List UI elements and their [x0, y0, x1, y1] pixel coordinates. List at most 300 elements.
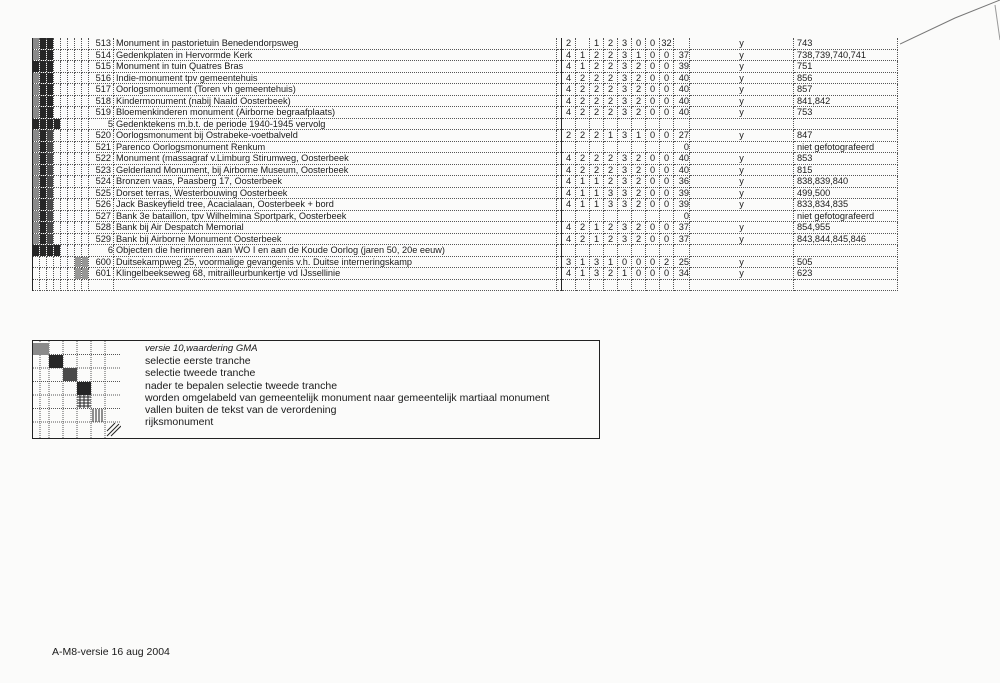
grade-cell	[47, 245, 54, 257]
monument-table	[32, 38, 898, 291]
empty-cell	[660, 245, 674, 257]
empty-cell	[562, 279, 576, 291]
grade-cell	[40, 245, 47, 257]
photo-flag: y	[690, 107, 794, 119]
score-sum	[674, 38, 690, 49]
score-cell: 2	[590, 153, 604, 165]
score-cell: 2	[576, 72, 590, 84]
score-cell: 2	[632, 164, 646, 176]
grade-cell	[40, 187, 47, 199]
grade-cell	[40, 38, 47, 49]
score-cell: 0	[646, 84, 660, 96]
grade-cell	[33, 222, 40, 234]
score-cell: 1	[576, 176, 590, 188]
grade-cell	[61, 187, 68, 199]
score-cell: 2	[590, 49, 604, 61]
score-cell: 1	[576, 256, 590, 268]
photo-flag: y	[690, 72, 794, 84]
score-cell: 4	[562, 49, 576, 61]
score-sum: 39	[674, 187, 690, 199]
grade-cell	[54, 84, 61, 96]
photo-flag: y	[690, 187, 794, 199]
score-total: 0	[660, 222, 674, 234]
grade-cell	[54, 222, 61, 234]
photo-reference: 853	[794, 153, 898, 165]
score-cell: 2	[590, 130, 604, 142]
photo-flag: y	[690, 130, 794, 142]
grade-cell	[68, 187, 75, 199]
monument-number: 601	[89, 268, 114, 280]
grade-cell	[82, 95, 89, 107]
score-cell: 0	[646, 199, 660, 211]
photo-reference: 751	[794, 61, 898, 73]
grade-cell	[68, 141, 75, 153]
grade-cell	[47, 210, 54, 222]
score-cell: 1	[576, 49, 590, 61]
score-cell: 0	[646, 268, 660, 280]
section-number: 5	[89, 118, 114, 130]
score-cell: 2	[632, 176, 646, 188]
empty-cell	[690, 118, 794, 130]
photo-flag	[690, 210, 794, 222]
score-cell: 0	[646, 256, 660, 268]
score-cell: 3	[604, 187, 618, 199]
grade-cell	[75, 233, 82, 245]
grade-cell	[61, 233, 68, 245]
score-cell: 3	[618, 164, 632, 176]
grade-cell	[33, 210, 40, 222]
score-total: 0	[660, 130, 674, 142]
grade-cell	[82, 118, 89, 130]
empty-cell	[114, 279, 557, 291]
grade-cell	[54, 95, 61, 107]
table-row	[33, 233, 898, 245]
score-cell: 2	[590, 107, 604, 119]
grade-cell	[40, 49, 47, 61]
table-row	[33, 256, 898, 268]
score-cell: 4	[562, 187, 576, 199]
empty-cell	[660, 279, 674, 291]
photo-reference: 856	[794, 72, 898, 84]
photo-flag: y	[690, 84, 794, 96]
grade-cell	[54, 61, 61, 73]
legend-item-6: rijksmonument	[145, 416, 214, 429]
score-cell: 2	[632, 95, 646, 107]
empty-cell	[590, 118, 604, 130]
empty-cell	[632, 118, 646, 130]
score-total: 32	[661, 38, 672, 49]
empty-cell	[562, 118, 576, 130]
grade-cell	[82, 153, 89, 165]
grade-cell	[40, 256, 47, 268]
grade-cell	[61, 153, 68, 165]
grade-cell	[82, 268, 89, 280]
photo-reference: 505	[794, 256, 898, 268]
grade-cell	[68, 118, 75, 130]
score-cell: 3	[618, 49, 632, 61]
grade-cell	[75, 130, 82, 142]
grade-cell	[33, 72, 40, 84]
score-cell	[604, 210, 618, 222]
grade-cell	[68, 107, 75, 119]
table-row	[33, 210, 898, 222]
monument-number: 522	[89, 153, 114, 165]
grade-cell	[61, 84, 68, 96]
grade-cell	[68, 130, 75, 142]
grade-cell	[75, 118, 82, 130]
grade-cell	[40, 233, 47, 245]
score-cell: 4	[562, 268, 576, 280]
grade-cell	[68, 49, 75, 61]
score-cell: 2	[632, 199, 646, 211]
score-total	[660, 141, 674, 153]
score-total: 0	[660, 107, 674, 119]
score-sum: 34	[674, 268, 690, 280]
score-cell: 1	[632, 49, 646, 61]
monument-number: 517	[89, 84, 114, 96]
table-row	[33, 61, 898, 73]
score-cell: 3	[618, 84, 632, 96]
grade-cell	[82, 222, 89, 234]
score-cell: 2	[604, 153, 618, 165]
grade-cell	[82, 245, 89, 257]
empty-cell	[576, 118, 590, 130]
score-cell: 3	[590, 268, 604, 280]
table-row	[33, 176, 898, 188]
grade-cell	[47, 164, 54, 176]
monument-name: Parenco Oorlogsmonument Renkum	[114, 141, 557, 153]
grade-cell	[40, 118, 47, 130]
table-row	[33, 72, 898, 84]
score-cell	[646, 141, 660, 153]
grade-cell	[75, 61, 82, 73]
table-row	[33, 95, 898, 107]
empty-cell	[89, 279, 114, 291]
grade-cell	[68, 233, 75, 245]
grade-cell	[33, 130, 40, 142]
grade-cell	[75, 268, 82, 280]
table-row	[33, 49, 898, 61]
grade-cell	[61, 245, 68, 257]
grade-cell	[82, 84, 89, 96]
score-cell	[646, 210, 660, 222]
score-cell: 2	[604, 95, 618, 107]
grade-cell	[40, 199, 47, 211]
score-cell: 3	[618, 233, 632, 245]
grade-cell	[33, 61, 40, 73]
grade-cell	[75, 256, 82, 268]
table-row	[33, 38, 898, 49]
empty-cell	[576, 279, 590, 291]
grade-cell	[33, 199, 40, 211]
monument-name: Gelderland Monument, bij Airborne Museum, Oosterbeek	[114, 164, 557, 176]
monument-name: Gedenkplaten in Hervormde Kerk	[114, 49, 557, 61]
score-cell: 1	[618, 268, 632, 280]
monument-number: 523	[89, 164, 114, 176]
monument-name: Monument in tuin Quatres Bras	[114, 61, 557, 73]
grade-cell	[33, 245, 40, 257]
grade-cell	[40, 210, 47, 222]
grade-cell	[47, 268, 54, 280]
grade-cell	[33, 176, 40, 188]
score-total: 2	[660, 256, 674, 268]
table-row	[33, 107, 898, 119]
empty-cell	[794, 118, 898, 130]
grade-cell	[61, 268, 68, 280]
score-cell: 2	[576, 130, 590, 142]
score-total: 0	[660, 268, 674, 280]
grade-cell	[47, 176, 54, 188]
grade-cell	[40, 130, 47, 142]
grade-cell	[40, 268, 47, 280]
grade-cell	[82, 107, 89, 119]
empty-cell	[646, 245, 660, 257]
grade-cell	[47, 256, 54, 268]
photo-reference: 841,842	[794, 95, 898, 107]
score-cell: 2	[632, 187, 646, 199]
score-cell: 2	[590, 164, 604, 176]
monument-number: 524	[89, 176, 114, 188]
monument-name: Dorset terras, Westerbouwing Oosterbeek	[114, 187, 557, 199]
blank-row	[33, 279, 898, 291]
score-cell	[604, 141, 618, 153]
grade-cell	[68, 245, 75, 257]
empty-cell	[618, 245, 632, 257]
legend-title: versie 10,waardering GMA	[145, 343, 258, 354]
grade-cell	[68, 164, 75, 176]
score-cell: 2	[576, 164, 590, 176]
score-cell: 0	[646, 176, 660, 188]
score-cell: 1	[604, 256, 618, 268]
score-cell: 2	[604, 176, 618, 188]
legend-swatch-grid	[33, 341, 121, 438]
empty-cell	[604, 245, 618, 257]
empty-cell	[576, 245, 590, 257]
section-number: 6	[89, 245, 114, 257]
grade-cell	[47, 279, 54, 291]
monument-name: Bank 3e bataillon, tpv Wilhelmina Sportpark, Oosterbeek	[114, 210, 557, 222]
empty-cell	[674, 279, 690, 291]
table-row	[33, 130, 898, 142]
score-cell	[590, 210, 604, 222]
score-total: 0	[660, 49, 674, 61]
empty-cell	[674, 118, 690, 130]
score-cell: 3	[618, 61, 632, 73]
grade-cell	[61, 176, 68, 188]
score-cell	[562, 141, 576, 153]
grade-cell	[40, 72, 47, 84]
grade-cell	[54, 107, 61, 119]
score-cell: 2	[562, 38, 576, 49]
score-cell: 0	[646, 233, 660, 245]
score-cell: 3	[618, 38, 632, 49]
grade-cell	[47, 84, 54, 96]
score-cell: 1	[576, 199, 590, 211]
grade-cell	[40, 222, 47, 234]
score-cell: 3	[618, 153, 632, 165]
monument-name: Oorlogsmonument bij Ostrabeke-voetbalveld	[114, 130, 557, 142]
grade-cell	[54, 164, 61, 176]
empty-cell	[604, 279, 618, 291]
photo-reference: 738,739,740,741	[794, 49, 898, 61]
legend-item-5: vallen buiten de tekst van de verordening	[145, 404, 337, 417]
score-cell: 3	[618, 107, 632, 119]
score-cell: 4	[562, 84, 576, 96]
monument-name: Bank bij Airborne Monument Oosterbeek	[114, 233, 557, 245]
score-cell: 0	[632, 38, 646, 49]
grade-cell	[54, 153, 61, 165]
photo-flag: y	[690, 164, 794, 176]
legend-item-4: worden omgelabeld van gemeentelijk monument naar gemeentelijk martiaal monument	[145, 391, 550, 404]
score-cell: 4	[562, 107, 576, 119]
grade-cell	[54, 38, 61, 49]
score-cell: 2	[576, 222, 590, 234]
photo-reference: 623	[794, 268, 898, 280]
grade-cell	[54, 256, 61, 268]
score-cell: 4	[562, 95, 576, 107]
empty-cell	[632, 279, 646, 291]
score-cell: 2	[604, 84, 618, 96]
score-sum: 40	[674, 153, 690, 165]
grade-cell	[82, 199, 89, 211]
photo-reference: niet gefotografeerd	[794, 141, 898, 153]
score-sum: 37	[674, 222, 690, 234]
monument-name: Klingelbeekseweg 68, mitrailleurbunkertje vd IJssellinie	[114, 268, 557, 280]
table-row	[33, 268, 898, 280]
grade-cell	[54, 141, 61, 153]
score-cell: 2	[632, 153, 646, 165]
photo-flag: y	[690, 38, 794, 49]
score-sum: 40	[674, 107, 690, 119]
score-cell: 3	[618, 72, 632, 84]
score-sum: 27	[674, 130, 690, 142]
section-header-row	[33, 245, 898, 257]
grade-cell	[82, 49, 89, 61]
grade-cell	[68, 210, 75, 222]
grade-cell	[47, 61, 54, 73]
score-cell	[632, 141, 646, 153]
score-cell: 3	[618, 176, 632, 188]
score-sum: 25	[674, 256, 690, 268]
grade-cell	[68, 222, 75, 234]
score-cell: 1	[576, 61, 590, 73]
grade-cell	[47, 141, 54, 153]
grade-cell	[54, 210, 61, 222]
grade-cell	[47, 199, 54, 211]
grade-cell	[40, 141, 47, 153]
grade-cell	[61, 95, 68, 107]
score-sum: 36	[674, 176, 690, 188]
score-cell: 1	[604, 130, 618, 142]
grade-cell	[75, 164, 82, 176]
monument-name: Bank bij Air Despatch Memorial	[114, 222, 557, 234]
grade-cell	[61, 256, 68, 268]
score-cell: 2	[604, 233, 618, 245]
photo-flag: y	[690, 61, 794, 73]
grade-cell	[75, 279, 82, 291]
empty-cell	[674, 245, 690, 257]
score-cell: 0	[632, 268, 646, 280]
grade-cell	[75, 84, 82, 96]
page-fold-corner	[900, 0, 1000, 45]
score-total: 0	[660, 72, 674, 84]
monument-table-sheet	[32, 38, 902, 291]
grade-cell	[68, 84, 75, 96]
score-cell	[618, 141, 632, 153]
photo-reference: niet gefotografeerd	[794, 210, 898, 222]
score-total: 0	[660, 199, 674, 211]
photo-reference: 838,839,840	[794, 176, 898, 188]
grade-cell	[82, 176, 89, 188]
score-cell: 4	[562, 61, 576, 73]
empty-cell	[590, 279, 604, 291]
score-cell: 2	[562, 130, 576, 142]
grade-cell	[33, 49, 40, 61]
grade-cell	[54, 72, 61, 84]
table-row	[33, 199, 898, 211]
score-cell: 2	[590, 84, 604, 96]
empty-cell	[690, 245, 794, 257]
score-cell	[576, 38, 590, 49]
grade-cell	[61, 130, 68, 142]
score-cell: 1	[590, 176, 604, 188]
section-title: Objecten die herinneren aan WO I en aan de Koude Oorlog (jaren 50, 20e eeuw)	[114, 245, 557, 257]
score-cell: 4	[562, 233, 576, 245]
score-sum: 0	[674, 210, 690, 222]
score-cell: 1	[576, 187, 590, 199]
score-cell: 2	[632, 222, 646, 234]
score-cell: 2	[590, 95, 604, 107]
grade-cell	[61, 279, 68, 291]
score-cell	[576, 141, 590, 153]
score-total: 0	[660, 95, 674, 107]
legend-item-2: selectie tweede tranche	[145, 367, 256, 380]
grade-cell	[68, 279, 75, 291]
score-cell	[618, 210, 632, 222]
table-row	[33, 84, 898, 96]
score-sum: 40	[674, 95, 690, 107]
score-total: 0	[660, 233, 674, 245]
score-sum: 37	[674, 233, 690, 245]
photo-reference: 833,834,835	[794, 199, 898, 211]
score-cell: 0	[618, 256, 632, 268]
monument-number: 513	[89, 38, 114, 49]
score-cell: 3	[590, 256, 604, 268]
legend-item-1: selectie eerste tranche	[145, 355, 251, 368]
grade-cell	[40, 176, 47, 188]
score-cell: 1	[590, 233, 604, 245]
grade-cell	[33, 279, 40, 291]
grade-cell	[40, 84, 47, 96]
monument-number: 528	[89, 222, 114, 234]
grade-cell	[75, 187, 82, 199]
grade-cell	[82, 38, 89, 49]
grade-cell	[40, 95, 47, 107]
grade-cell	[75, 153, 82, 165]
monument-number: 514	[89, 49, 114, 61]
grade-cell	[82, 279, 89, 291]
grade-cell	[54, 233, 61, 245]
photo-reference: 499,500	[794, 187, 898, 199]
version-footer: A-M8-versie 16 aug 2004	[52, 646, 170, 658]
photo-reference: 843,844,845,846	[794, 233, 898, 245]
grade-cell	[82, 256, 89, 268]
empty-cell	[690, 279, 794, 291]
score-cell: 2	[576, 153, 590, 165]
grade-cell	[47, 38, 54, 49]
score-sum: 37	[674, 49, 690, 61]
grade-cell	[33, 95, 40, 107]
